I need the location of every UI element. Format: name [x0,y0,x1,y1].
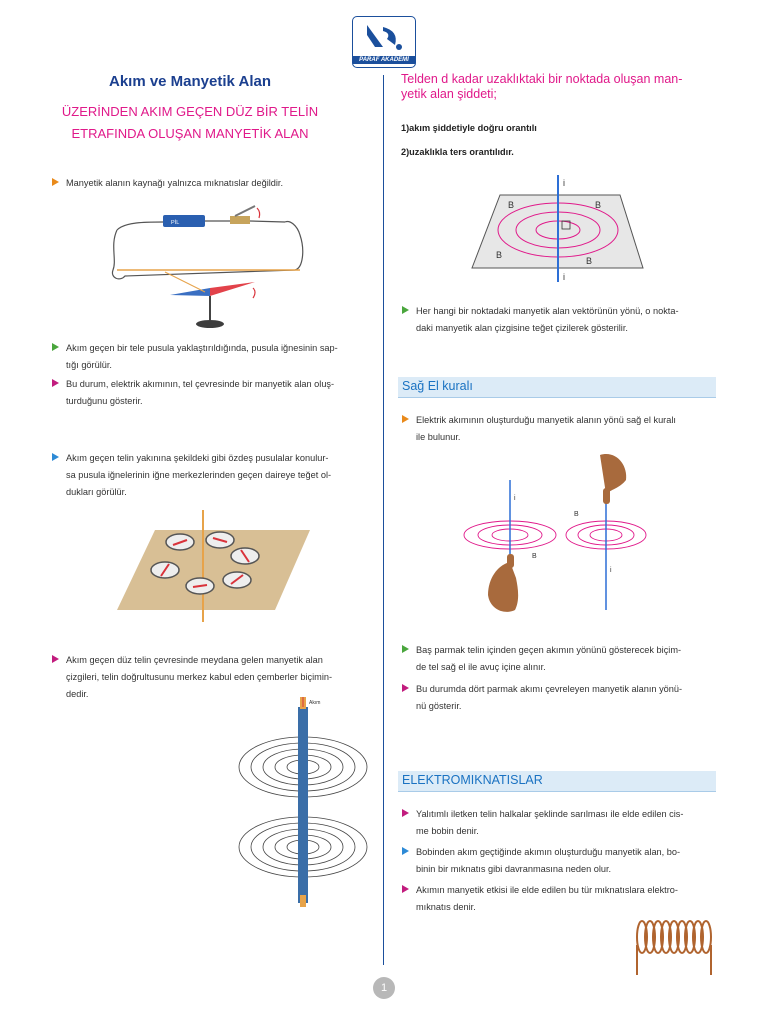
logo-mark-icon [353,17,414,55]
akim-label: Akım [309,700,321,706]
bullet-icon [52,343,59,351]
section-header-electromagnets [398,771,716,792]
text-line: mıknatıs denir. [416,902,476,912]
subtitle-line-1: ÜZERİNDEN AKIM GEÇEN DÜZ BİR TELİN [61,104,319,119]
field-label-b3: B [496,250,503,260]
text-line: dedir. [66,689,89,699]
text-line: Akım geçen düz telin çevresinde meydana gelen manyetik alan [66,655,323,665]
text-line: Akım geçen bir tele pusula yaklaştırıldığında, pusula iğnesinin sap- [66,343,338,353]
text-line: turduğunu gösterir. [66,396,143,406]
field-plane-figure [470,170,645,285]
text-line: çizgileri, telin doğrultusunu merkez kabul eden çemberler biçimin- [66,672,333,682]
text-line: Akımın manyetik etkisi ile elde edilen bu tür mıknatıslara elektro- [416,885,678,895]
page-title: Akım ve Manyetik Alan [108,73,271,90]
field-label-right: B [574,511,579,518]
paragraph-identical-compasses [52,450,384,501]
bullet-icon [402,684,409,692]
text-line: tığı görülür. [66,360,112,370]
rule-distance: 2)uzaklıkla ters orantılıdır. [401,147,514,157]
heading-line-2: yetik alan şiddeti; [401,87,497,101]
text-line: Bu durumda dört parmak akımı çevreleyen manyetik alanın yönü- [416,684,683,694]
paragraph-coil-magnet [402,844,734,878]
paragraph-compass-deflect [52,340,384,374]
bullet-icon [52,655,59,663]
text-line: Her hangi bir noktadaki manyetik alan vektörünün yönü, o nokta- [416,306,679,316]
subtitle-line-2: ETRAFINDA OLUŞAN MANYETİK ALAN [71,126,309,141]
current-label-left: i [514,495,516,502]
text-line: binin bir mıknatıs gibi davranmasına neden olur. [416,864,612,874]
right-hand-rule-figure [460,450,670,620]
compass-circuit-figure [105,200,315,335]
field-label-left: B [532,553,537,560]
paragraph-right-hand-rule [402,412,734,446]
bullet-icon [402,645,409,653]
text-line: daki manyetik alan çizgisine teğet çizilerek gösterilir. [416,323,628,333]
battery-label: PİL [171,220,180,226]
field-label-b2: B [595,200,602,210]
rule-current: 1)akım şiddetiyle doğru orantılı [401,123,537,133]
bullet-icon [52,178,59,186]
paragraph-electromagnet [402,882,734,916]
paragraph-four-fingers [402,681,734,715]
text-line: nü gösterir. [416,701,462,711]
section-title: ELEKTROMIKNATISLAR [402,773,543,787]
text-line: dukları görülür. [66,487,127,497]
paragraph-thumb-direction [402,642,734,676]
current-label-right: i [610,567,612,574]
bullet-icon [402,847,409,855]
section-header-right-hand [398,377,716,398]
paragraph-vector-tangent [402,303,734,337]
text-line: Yalıtımlı iletken telin halkalar şeklinde sarılması ile elde edilen cis- [416,809,684,819]
copper-coil-figure [628,915,718,980]
text-line: Elektrik akımının oluşturduğu manyetik alanın yönü sağ el kuralı [416,415,676,425]
bullet-icon [52,453,59,461]
paragraph-text: Manyetik alanın kaynağı yalnızca mıknatıslar değildir. [66,178,284,188]
text-line: Bobinden akım geçtiğinde akımın oluşturduğu manyetik alan, bo- [416,847,681,857]
bullet-icon [402,415,409,423]
field-label-b1: B [508,200,515,210]
bullet-icon [402,306,409,314]
text-line: me bobin denir. [416,826,479,836]
text-line: de tel sağ el ile avuç içine alınır. [416,662,546,672]
logo-text: PARAF AKADEMİ [353,56,415,64]
bullet-icon [402,809,409,817]
field-label-b4: B [586,256,593,266]
current-label-top: i [563,178,565,188]
paragraph-magnet-source [52,175,376,192]
page-number: 1 [373,977,395,999]
heading-line-1: Telden d kadar uzaklıktaki bir noktada oluşan man- [401,72,683,86]
wire-field-lines-figure [235,695,375,910]
paragraph-coil-definition [402,806,734,840]
field-strength-heading [401,72,721,102]
compasses-figure [115,510,315,625]
bullet-icon [402,885,409,893]
text-line: Akım geçen telin yakınına şekildeki gibi özdeş pusulalar konulur- [66,453,329,463]
text-line: ile bulunur. [416,432,461,442]
paraf-akademi-logo [352,16,416,68]
text-line: Baş parmak telin içinden geçen akımın yönünü gösterecek biçim- [416,645,682,655]
section-subtitle [30,101,350,145]
current-label-bottom: i [563,272,565,282]
section-title: Sağ El kuralı [402,379,473,393]
paragraph-current-field [52,376,384,410]
column-divider [383,75,384,965]
bullet-icon [52,379,59,387]
text-line: sa pusula iğnelerinin iğne merkezlerinden geçen daireye teğet ol- [66,470,332,480]
text-line: Bu durum, elektrik akımının, tel çevresinde bir manyetik alan oluş- [66,379,335,389]
